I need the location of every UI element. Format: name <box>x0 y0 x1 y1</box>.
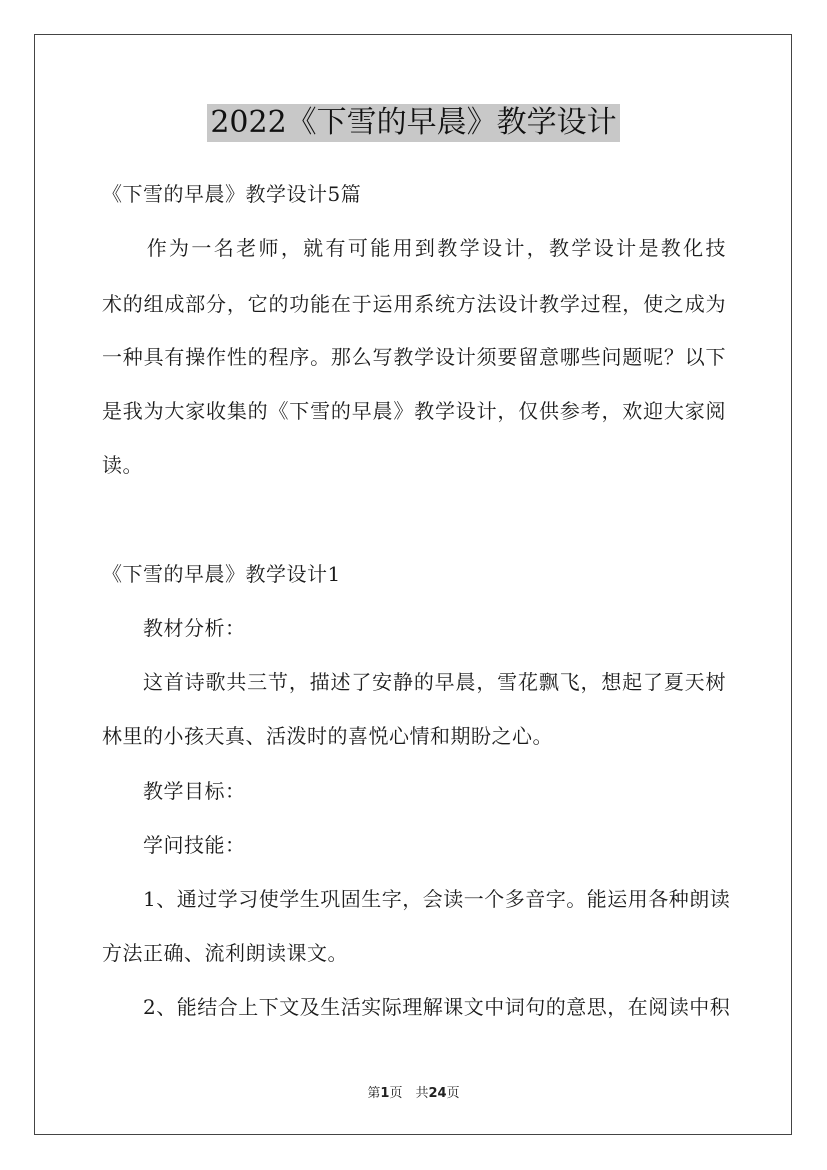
analysis-label: 教材分析： <box>143 616 246 640</box>
total-pages: 24 <box>428 1086 447 1101</box>
footer-prefix: 第 <box>367 1086 381 1101</box>
section-heading: 《下雪的早晨》教学设计1 <box>102 562 341 586</box>
goal-label: 教学目标： <box>143 779 246 803</box>
title-wrap <box>0 104 827 142</box>
item1-line-1: 1、通过学习使学生巩固生字，会读一个多音字。能运用各种朗读 <box>143 887 731 911</box>
item1-line-2: 方法正确、流利朗读课文。 <box>102 941 348 965</box>
document-title: 2022《下雪的早晨》教学设计 <box>207 104 619 142</box>
footer-mid: 页 共 <box>389 1086 429 1101</box>
analysis-line-1: 这首诗歌共三节，描述了安静的早晨，雪花飘飞，想起了夏天树 <box>143 670 726 694</box>
footer-suffix: 页 <box>446 1086 460 1101</box>
intro-line-3: 一种具有操作性的程序。那么写教学设计须要留意哪些问题呢？以下 <box>102 345 726 369</box>
item2-line-1: 2、能结合上下文及生活实际理解课文中词句的意思，在阅读中积 <box>143 995 731 1019</box>
subtitle: 《下雪的早晨》教学设计5篇 <box>102 182 362 206</box>
intro-line-2: 术的组成部分，它的功能在于运用系统方法设计教学过程，使之成为 <box>102 292 726 316</box>
page-number: 1 <box>380 1086 390 1101</box>
intro-line-5: 读。 <box>102 453 143 477</box>
intro-line-4: 是我为大家收集的《下雪的早晨》教学设计，仅供参考，欢迎大家阅 <box>102 399 726 423</box>
intro-line-1: 作为一名老师，就有可能用到教学设计，教学设计是教化技 <box>102 236 726 260</box>
page-footer <box>0 1082 827 1101</box>
skill-label: 学问技能： <box>143 833 246 857</box>
analysis-line-2: 林里的小孩天真、活泼时的喜悦心情和期盼之心。 <box>102 724 553 748</box>
